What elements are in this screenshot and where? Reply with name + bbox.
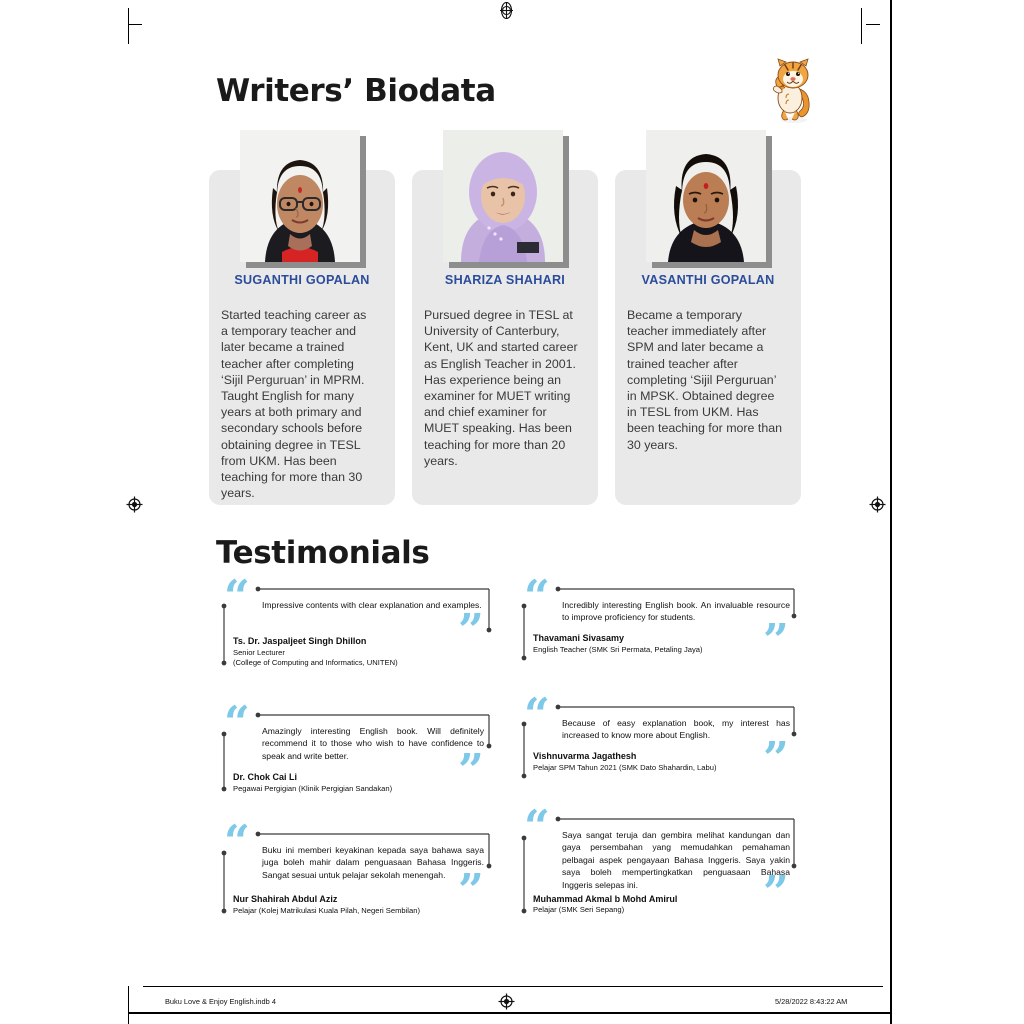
- quote-open-icon: “: [224, 570, 250, 623]
- quote-open-icon: “: [224, 815, 250, 868]
- testimonial-author: Ts. Dr. Jaspaljeet Singh Dhillon: [233, 636, 367, 646]
- testimonial-author: Nur Shahirah Abdul Aziz: [233, 894, 338, 904]
- writer-photo: [240, 130, 366, 268]
- testimonial-card: [218, 570, 498, 675]
- footer-file-label: Buku Love & Enjoy English.indb 4: [165, 997, 276, 1006]
- writer-bio-text: Started teaching career as a temporary teacher and later became a trained teacher after completing ‘Sijil Perguruan’ in MPRM. Taught English for many years at both primary and secondary schools before obtaining degree in TESL from UKM. Has been teaching for more than 30 years.: [221, 308, 367, 501]
- testimonial-role: English Teacher (SMK Sri Permata, Petaling Jaya): [533, 645, 703, 654]
- testimonial-quote: Saya sangat teruja dan gembira melihat kandungan dan gaya persembahan yang memudahkan pemahaman pelbagai aspek pengayaan Bahasa Inggeris. Saya yakin saya boleh mempertingkatkan penguasaan Bahasa Inggeris selepas ini.: [562, 830, 790, 890]
- testimonial-card: [218, 696, 498, 798]
- testimonial-card: [518, 570, 803, 670]
- testimonial-role: Pelajar (Kolej Matrikulasi Kuala Pilah, Negeri Sembilan): [233, 906, 420, 915]
- tiger-mascot-icon: [766, 58, 822, 124]
- quote-open-icon: “: [524, 688, 550, 741]
- testimonial-bracket: [518, 698, 803, 788]
- testimonial-card: [518, 800, 803, 920]
- writer-photo: [646, 130, 772, 268]
- testimonial-card: [218, 815, 498, 920]
- quote-open-icon: “: [524, 800, 550, 853]
- portrait-vasanthi-gopalan: [646, 130, 766, 262]
- testimonial-author: Muhammad Akmal b Mohd Amirul: [533, 894, 678, 904]
- testimonial-quote: Because of easy explanation book, my interest has increased to know more about English.: [562, 718, 790, 741]
- writer-bio-text: Became a temporary teacher immediately after SPM and later became a trained teacher after completing ‘Sijil Perguruan’ in MPSK. Obtained degree in TESL from UKM. Has been teaching for more than 30 years.: [627, 308, 782, 452]
- page-title-writers-biodata: Writers’ Biodata: [216, 73, 496, 109]
- quote-close-icon: ”: [763, 614, 789, 667]
- trim-line-right: [890, 0, 892, 1024]
- testimonial-affiliation: (College of Computing and Informatics, UNITEN): [233, 658, 398, 667]
- testimonial-role: Pegawai Pergigian (Klinik Pergigian Sandakan): [233, 784, 393, 793]
- quote-close-icon: ”: [458, 864, 484, 917]
- writer-name: SHARIZA SHAHARI: [444, 273, 566, 287]
- testimonial-role: Senior Lecturer: [233, 648, 285, 657]
- footer-timestamp: 5/28/2022 8:43:22 AM: [775, 997, 848, 1006]
- quote-open-icon: “: [224, 696, 250, 749]
- portrait-suganthi-gopalan: [240, 130, 360, 262]
- testimonial-bracket: [518, 580, 803, 670]
- testimonial-quote: Impressive contents with clear explanation and examples.: [262, 600, 482, 610]
- testimonial-role: Pelajar SPM Tahun 2021 (SMK Dato Shahardin, Labu): [533, 763, 717, 772]
- quote-close-icon: ”: [763, 866, 789, 919]
- testimonial-author: Vishnuvarma Jagathesh: [533, 751, 637, 761]
- quote-close-icon: ”: [458, 744, 484, 797]
- page-title-testimonials: Testimonials: [216, 535, 430, 571]
- quote-open-icon: “: [524, 570, 550, 623]
- testimonial-author: Thavamani Sivasamy: [533, 633, 625, 643]
- testimonial-quote: Incredibly interesting English book. An invaluable resource to improve proficiency for students.: [562, 600, 790, 623]
- quote-close-icon: ”: [763, 732, 789, 785]
- writer-name: SUGANTHI GOPALAN: [234, 273, 370, 287]
- testimonial-quote: Buku ini memberi keyakinan kepada saya bahawa saya juga boleh mahir dalam penguasaan Bahasa Inggeris. Sangat sesuai untuk pelajar sekolah menengah.: [262, 845, 484, 880]
- portrait-shariza-shahari: [443, 130, 563, 262]
- writer-bio-text: Pursued degree in TESL at University of Canterbury, Kent, UK and started career as English Teacher in 2001. Has experience being an examiner for MUET writing and chief examiner for MUET speaking. Has been teaching for more than 20 years.: [424, 308, 578, 468]
- testimonial-quote: Amazingly interesting English book. Will definitely recommend it to those who wish to have confidence to speak and write better.: [262, 726, 484, 761]
- quote-close-icon: ”: [458, 604, 484, 657]
- writer-photo: [443, 130, 569, 268]
- testimonial-author: Dr. Chok Cai Li: [233, 772, 298, 782]
- testimonial-card: [518, 688, 803, 788]
- testimonial-role: Pelajar (SMK Seri Sepang): [533, 905, 625, 914]
- writer-name: VASANTHI GOPALAN: [641, 273, 775, 287]
